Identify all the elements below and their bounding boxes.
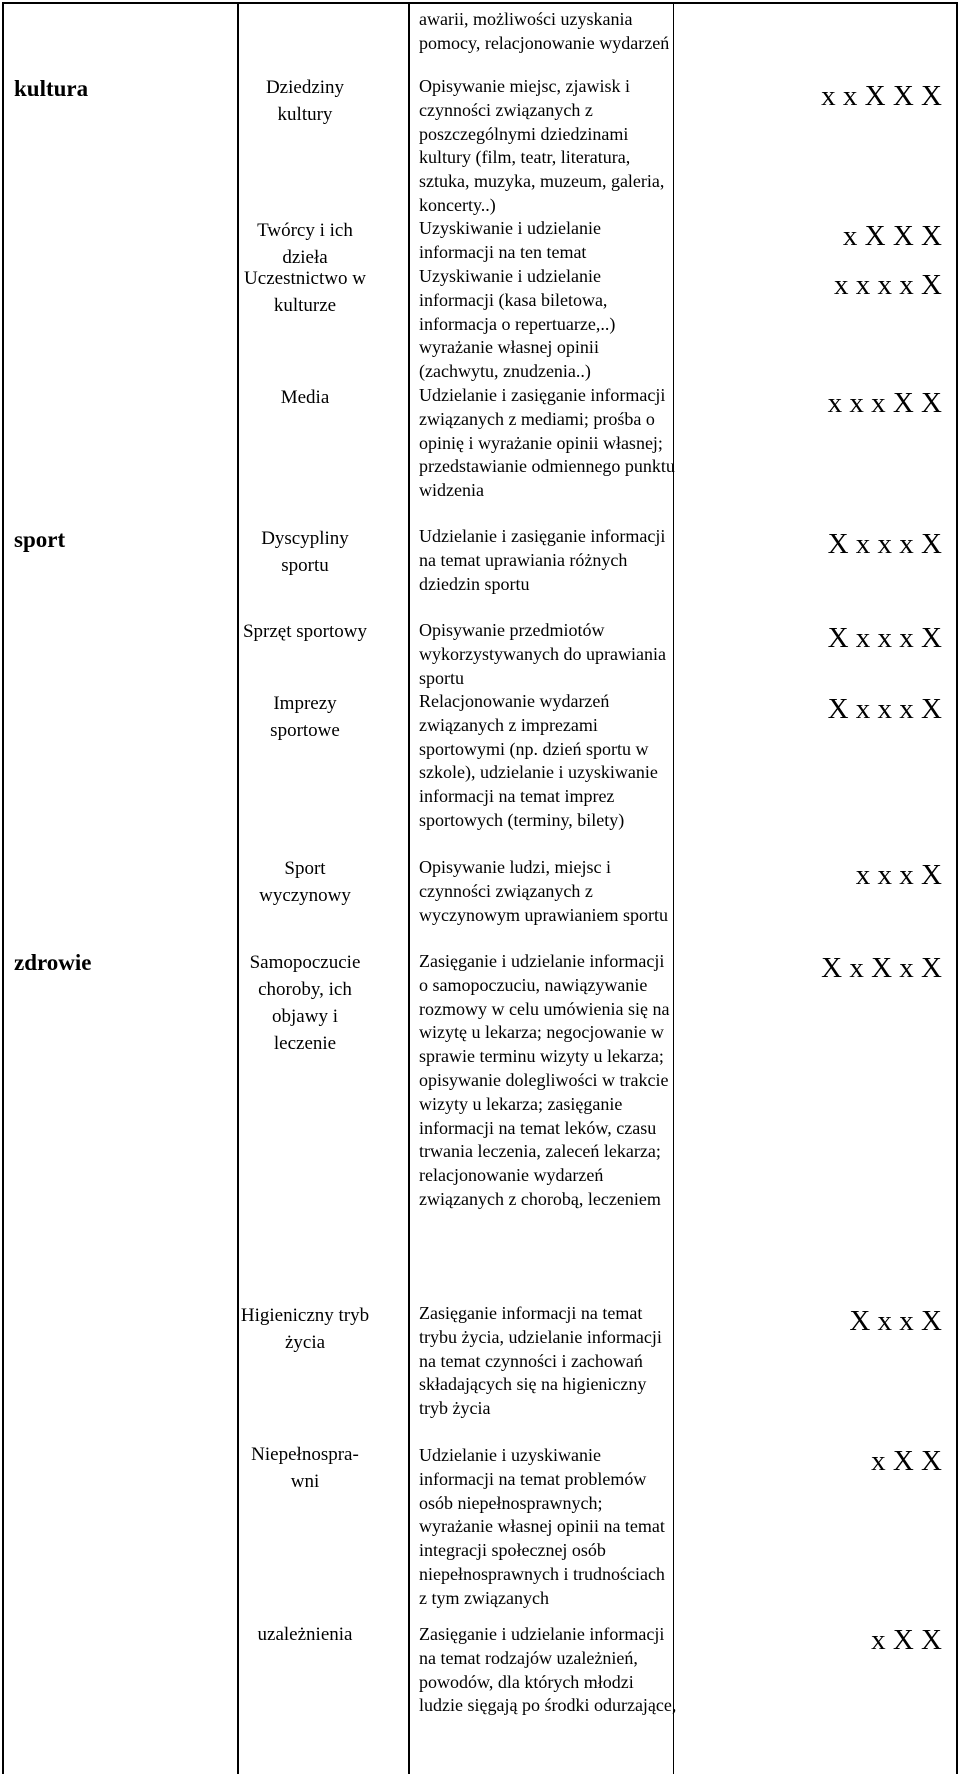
subtopic-dyscypliny: Dyscypliny sportu	[261, 528, 349, 576]
subtopic-niepelnosprawni: Niepełnospra-wni	[251, 1444, 359, 1492]
description-continuation: awarii, możliwości uzyskania pomocy, relacjonowanie wydarzeń	[419, 9, 670, 53]
marks-niepelnosprawni: x X X	[871, 1445, 942, 1477]
description-niepelnosprawni: Udzielanie i uzyskiwanie informacji na temat problemów osób niepełnosprawnych; wyrażanie własnej opinii na temat integracji społecznej osób niepełnosprawnych i trudnościach z tym związanych	[419, 1445, 665, 1608]
description-higieniczny: Zasięganie informacji na temat trybu życia, udzielanie informacji na temat czynności i zachowań składających się na higieniczny tryb życia	[419, 1303, 662, 1419]
subtopic-samopoczucie: Samopoczucie choroby, ich objawy i leczenie	[249, 952, 361, 1054]
marks-tworcy: x X X X	[842, 220, 942, 252]
subtopic-tworcy: Twórcy i ich dzieła	[257, 220, 353, 268]
description-samopoczucie: Zasięganie i udzielanie informacji o samopoczuciu, nawiązywanie rozmowy w celu umówienia się na wizytę u lekarza; negocjowanie w sprawie terminu wizyty u lekarza; opisywanie dolegliwości w trakcie wizyty u lekarza; zasięganie informacji na temat leków, czasu trwania leczenia, zaleceń lekarza; relacjonowanie wydarzeń związanych z chorobą, leczeniem	[419, 951, 670, 1209]
marks-uzaleznienia: x X X	[871, 1624, 942, 1656]
topic-sport: sport	[14, 527, 66, 552]
description-media: Udzielanie i zasięganie informacji związanych z mediami; prośba o opinię i wyrażanie opinii własnej; przedstawianie odmiennego punktu widzenia	[419, 385, 675, 501]
topic-kultura: kultura	[14, 76, 89, 101]
subtopic-sprzet: Sprzęt sportowy	[242, 621, 367, 642]
topic-zdrowie: zdrowie	[14, 950, 92, 975]
description-imprezy: Relacjonowanie wydarzeń związanych z imprezami sportowymi (np. dzień sportu w szkole), udzielanie i uzyskiwanie informacji na temat imprez sportowych (terminy, bilety)	[419, 691, 658, 830]
description-dyscypliny: Udzielanie i zasięganie informacji na temat uprawiania różnych dziedzin sportu	[419, 526, 666, 594]
subtopic-higieniczny: Higieniczny tryb życia	[240, 1305, 370, 1353]
table-border-left	[2, 2, 4, 1774]
subtopic-uczestnictwo: Uczestnictwo w kulturze	[244, 268, 366, 316]
marks-higieniczny: X x x X	[849, 1305, 942, 1337]
column-divider-2	[408, 2, 410, 1774]
description-sport-wyczynowy: Opisywanie ludzi, miejsc i czynności związanych z wyczynowym uprawianiem sportu	[419, 857, 668, 925]
table-border-top	[2, 2, 958, 4]
marks-sport-wyczynowy: x x x X	[855, 859, 942, 891]
marks-sprzet: X x x x X	[827, 622, 942, 654]
marks-media: x x x X X	[827, 387, 942, 419]
marks-uczestnictwo: x x x x X	[834, 269, 942, 301]
marks-dyscypliny: X x x x X	[827, 528, 942, 560]
description-uzaleznienia: Zasięganie i udzielanie informacji na temat rodzajów uzależnień, powodów, dla których młodzi ludzie sięgają po środki odurzające,	[419, 1624, 677, 1716]
marks-dziedziny-kultury: x x X X X	[821, 80, 942, 112]
subtopic-media: Media	[280, 387, 330, 408]
table-border-right	[956, 2, 958, 1774]
description-tworcy: Uzyskiwanie i udzielanie informacji na ten temat	[419, 218, 601, 262]
subtopic-dziedziny-kultury: Dziedziny kultury	[265, 77, 345, 125]
description-dziedziny-kultury: Opisywanie miejsc, zjawisk i czynności związanych z poszczególnymi dziedzinami kultury (film, teatr, literatura, sztuka, muzyka, muzeum, galeria, koncerty..)	[419, 76, 665, 215]
marks-imprezy: X x x x X	[827, 693, 942, 725]
description-sprzet: Opisywanie przedmiotów wykorzystywanych do uprawiania sportu	[419, 620, 666, 688]
description-uczestnictwo: Uzyskiwanie i udzielanie informacji (kasa biletowa, informacja o repertuarze,..) wyrażanie własnej opinii (zachwytu, znudzenia..)	[419, 266, 616, 382]
subtopic-sport-wyczynowy: Sport wyczynowy	[259, 858, 351, 906]
column-divider-1	[237, 2, 239, 1774]
marks-samopoczucie: X x X x X	[821, 952, 942, 984]
subtopic-uzaleznienia: uzależnienia	[257, 1624, 353, 1645]
subtopic-imprezy: Imprezy sportowe	[270, 693, 340, 741]
